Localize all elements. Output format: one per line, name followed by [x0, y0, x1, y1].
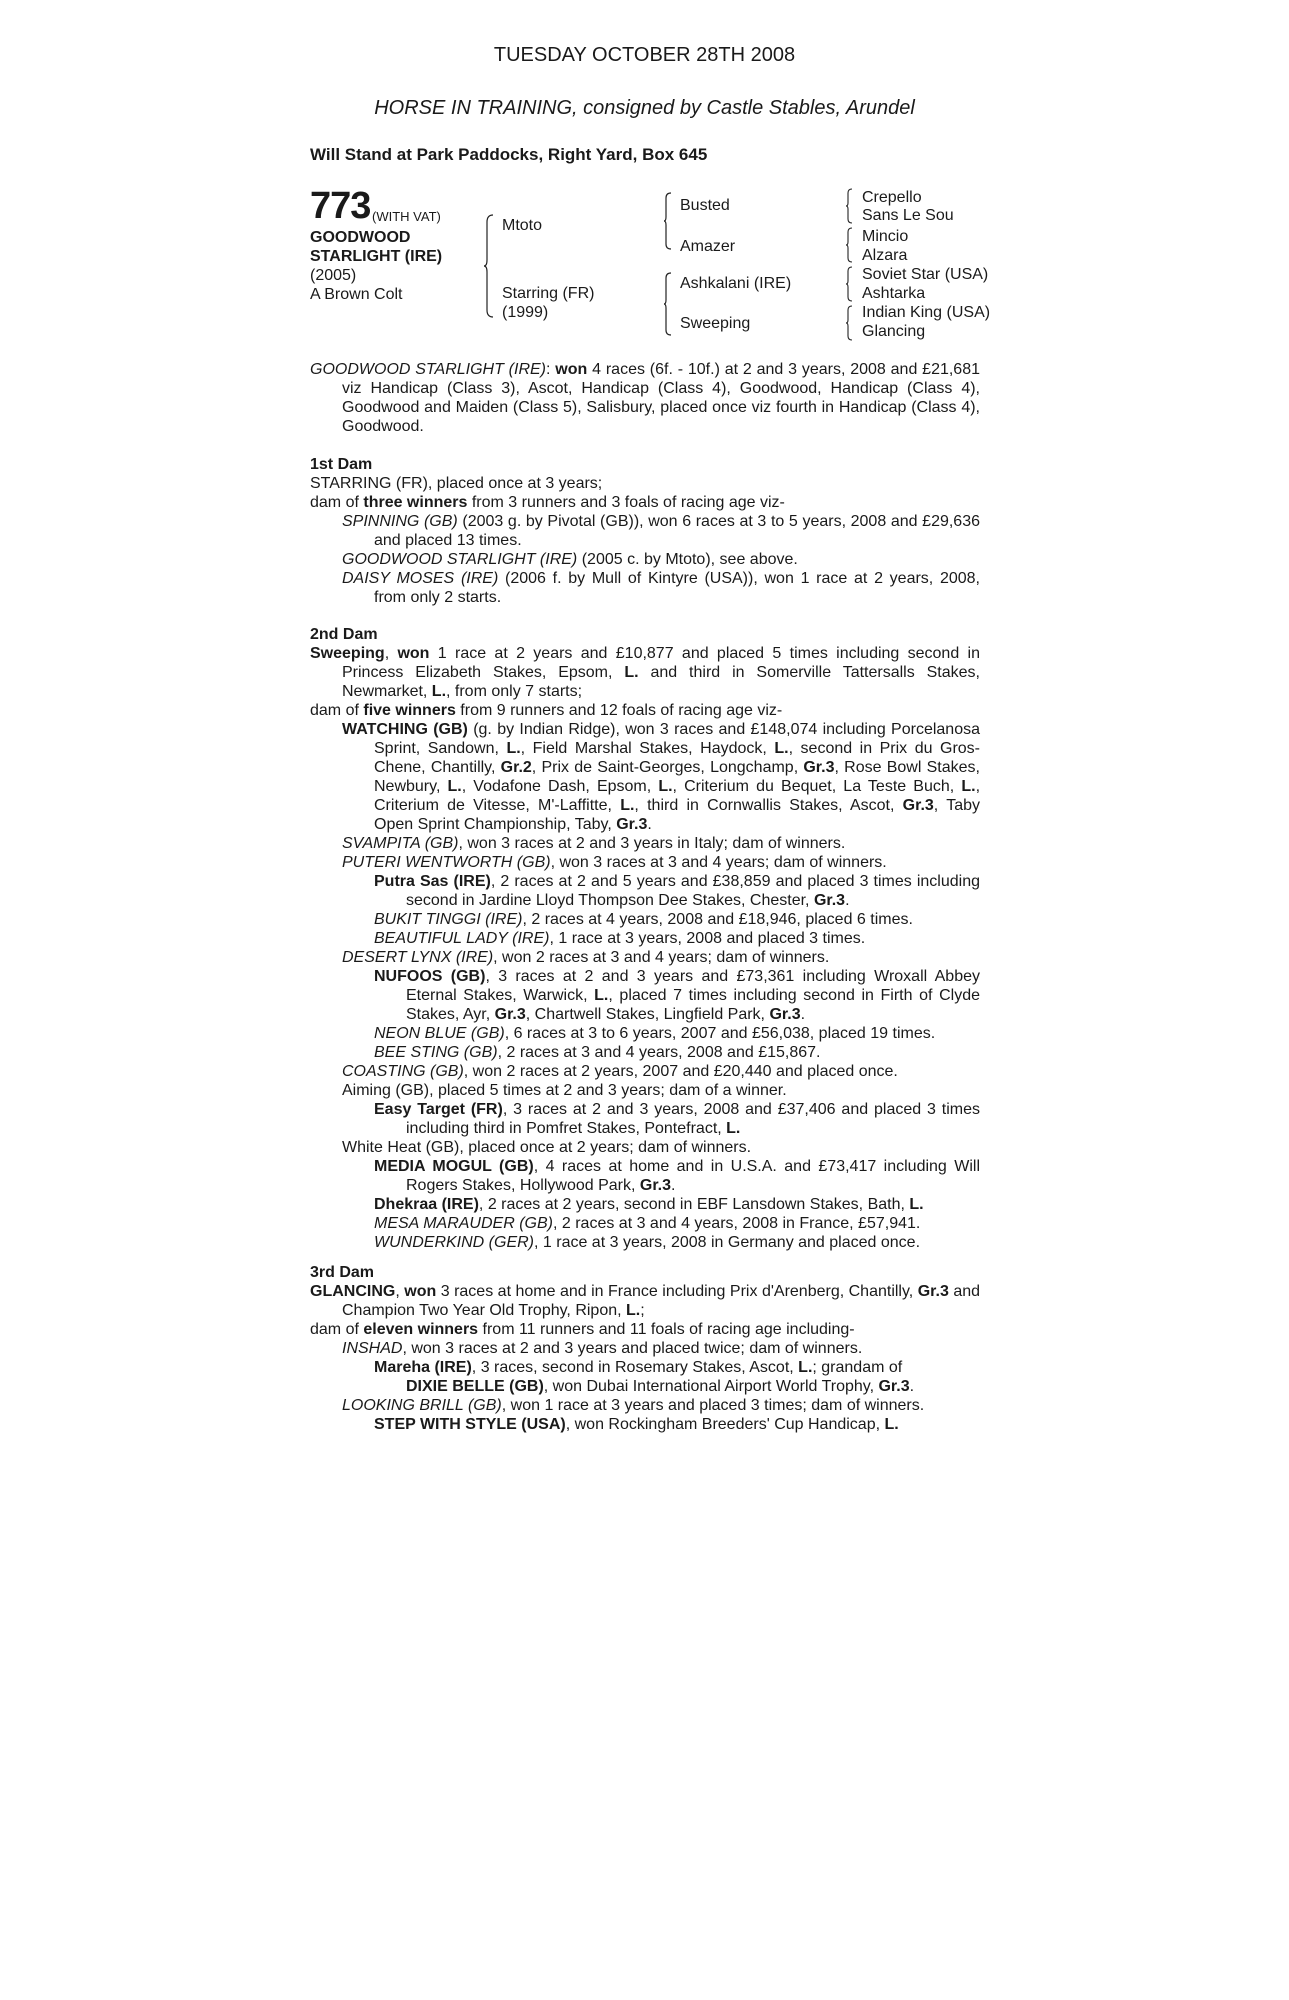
dam-brace — [664, 272, 672, 336]
offspring-entry: SVAMPITA (GB), won 3 races at 2 and 3 years in Italy; dam of winners. — [342, 835, 846, 852]
offspring-entry: LOOKING BRILL (GB), won 1 race at 3 years and placed 3 times; dam of winners. — [342, 1397, 925, 1414]
offspring-entry: STEP WITH STYLE (USA), won Rockingham Breeders' Cup Handicap, L. — [374, 1416, 899, 1433]
offspring-entry: MEDIA MOGUL (GB), 4 races at home and in U.S.A. and £73,417 including Will Rogers Stakes, Hollywood Park, Gr.3. — [374, 1158, 980, 1194]
section-heading: 1st Dam — [310, 456, 373, 473]
offspring-entry: DAISY MOSES (IRE) (2006 f. by Mull of Kintyre (USA)), won 1 race at 2 years, 2008, from only 2 starts. — [342, 570, 981, 606]
dam-of-line: dam of five winners from 9 runners and 12 foals of racing age viz- — [310, 702, 783, 719]
gen3-brace-4 — [846, 305, 853, 341]
offspring-entry: White Heat (GB), placed once at 2 years; dam of winners. — [342, 1139, 752, 1156]
offspring-entry: Aiming (GB), placed 5 times at 2 and 3 years; dam of a winner. — [342, 1082, 787, 1099]
dam-of-line: dam of three winners from 3 runners and 3 foals of racing age viz- — [310, 494, 785, 511]
sire-brace — [664, 192, 672, 250]
offspring-entry: Mareha (IRE), 3 races, second in Rosemary Stakes, Ascot, L.; grandam of DIXIE BELLE (GB), won Dubai International Airport World Trophy, Gr.3. — [374, 1359, 915, 1395]
pedigree-g3-7: Indian King (USA) — [862, 304, 991, 321]
pedigree-dam-dam: Sweeping — [680, 315, 751, 332]
offspring-entry: DESERT LYNX (IRE), won 2 races at 3 and 4 years; dam of winners. — [342, 949, 830, 966]
lot-number: 773 — [310, 185, 371, 227]
offspring-entry: MESA MARAUDER (GB), 2 races at 3 and 4 years, 2008 in France, £57,941. — [374, 1215, 921, 1232]
third-dam-section — [310, 1263, 980, 1434]
offspring-entry: GOODWOOD STARLIGHT (IRE) (2005 c. by Mtoto), see above. — [342, 551, 798, 568]
offspring-entry: NUFOOS (GB), 3 races at 2 and 3 years and £73,361 including Wroxall Abbey Eternal Stakes, Warwick, L., placed 7 times including second in Firth of Clyde Stakes, Ayr, Gr.3, Chartwell Stakes, Lingfield Park, Gr.3. — [374, 968, 981, 1023]
race-record: GOODWOOD STARLIGHT (IRE): won 4 races (6f. - 10f.) at 2 and 3 years, 2008 and £21,681 viz Handicap (Class 3), Ascot, Handicap (Class 4), Goodwood, Handicap (Class 4), Goodwood and Maiden (Class 5), Salisbury, placed once viz fourth in Handicap (Class 4), Goodwood. — [310, 361, 981, 435]
section-heading: 2nd Dam — [310, 626, 378, 643]
pedigree-g3-4: Alzara — [862, 247, 908, 264]
pedigree-dam: Starring (FR) — [502, 285, 595, 302]
record-horse-name: GOODWOOD STARLIGHT (IRE) — [310, 361, 547, 378]
pedigree-g3-3: Mincio — [862, 228, 909, 245]
offspring-entry: WUNDERKIND (GER), 1 race at 3 years, 2008 in Germany and placed once. — [374, 1234, 921, 1251]
pedigree-g3-6: Ashtarka — [862, 285, 926, 302]
second-dam-section — [310, 625, 980, 1252]
offspring-entry: WATCHING (GB) (g. by Indian Ridge), won 3 races and £148,074 including Porcelanosa Sprint, Sandown, L., Field Marshal Stakes, Haydock, L., second in Prix du Gros-Chene, Chantilly, Gr.2, Prix de Saint-Georges, Longchamp, Gr.3, Rose Bowl Stakes, Newbury, L., Vodafone Dash, Epsom, L., Criterium du Bequet, La Teste Buch, L., Criterium de Vitesse, M'-Laffitte, L., third in Cornwallis Stakes, Ascot, Gr.3, Taby Open Sprint Championship, Taby, Gr.3. — [342, 721, 981, 833]
offspring-entry: Putra Sas (IRE), 2 races at 2 and 5 years and £38,859 and placed 3 times including second in Jardine Lloyd Thompson Dee Stakes, Chester, Gr.3. — [374, 873, 980, 909]
consignment-line: HORSE IN TRAINING, consigned by Castle Stables, Arundel — [374, 97, 915, 119]
section-heading: 3rd Dam — [310, 1264, 375, 1281]
pedigree-dam-sire: Ashkalani (IRE) — [680, 275, 792, 292]
gen3-brace-2 — [846, 227, 853, 263]
pedigree-g3-1: Crepello — [862, 189, 922, 206]
offspring-entry: Dhekraa (IRE), 2 races at 2 years, second in EBF Lansdown Stakes, Bath, L. — [374, 1196, 924, 1213]
pedigree-g3-8: Glancing — [862, 323, 926, 340]
horse-name: GOODWOOD STARLIGHT (IRE) — [310, 229, 443, 265]
offspring-entry: Easy Target (FR), 3 races at 2 and 3 years, 2008 and £37,406 and placed 3 times including third in Pomfret Stakes, Pontefract, L. — [374, 1101, 981, 1137]
offspring-entry: NEON BLUE (GB), 6 races at 3 to 6 years, 2007 and £56,038, placed 19 times. — [374, 1025, 936, 1042]
pedigree-sire-sire: Busted — [680, 197, 730, 214]
pedigree-g3-5: Soviet Star (USA) — [862, 266, 989, 283]
won-label: won — [555, 361, 588, 378]
offspring-entry: SPINNING (GB) (2003 g. by Pivotal (GB)), won 6 races at 3 to 5 years, 2008 and £29,636 and placed 13 times. — [342, 513, 981, 549]
gen3-brace-1 — [846, 188, 853, 224]
pedigree-sire-dam: Amazer — [680, 238, 736, 255]
pedigree-g3-2: Sans Le Sou — [862, 207, 954, 224]
offspring-entry: BUKIT TINGGI (IRE), 2 races at 4 years, 2008 and £18,946, placed 6 times. — [374, 911, 913, 928]
gen3-brace-3 — [846, 266, 853, 302]
first-dam-section — [310, 455, 980, 607]
pedigree-dam-year: (1999) — [502, 304, 549, 321]
offspring-entry: PUTERI WENTWORTH (GB), won 3 races at 3 and 4 years; dam of winners. — [342, 854, 887, 871]
offspring-entry: BEE STING (GB), 2 races at 3 and 4 years, 2008 and £15,867. — [374, 1044, 821, 1061]
record-text: 4 races (6f. - 10f.) at 2 and 3 years, 2008 and £21,681 viz Handicap (Class 3), Ascot, Handicap (Class 4), Goodwood, Handicap (Class 4), Goodwood and Maiden (Class 5), Salisbury, placed once viz fourth in Handicap (Class 4), Goodwood. — [342, 361, 981, 435]
sale-date: TUESDAY OCTOBER 28TH 2008 — [493, 44, 796, 66]
offspring-entry: BEAUTIFUL LADY (IRE), 1 race at 3 years, 2008 and placed 3 times. — [374, 930, 866, 947]
dam-line: STARRING (FR), placed once at 3 years; — [310, 475, 603, 492]
horse-description: A Brown Colt — [310, 286, 403, 303]
stand-location: Will Stand at Park Paddocks, Right Yard, Box 645 — [310, 145, 708, 164]
dam-of-line: dam of eleven winners from 11 runners and 11 foals of racing age including- — [310, 1321, 855, 1338]
dam-line: Sweeping, won 1 race at 2 years and £10,877 and placed 5 times including second in Princess Elizabeth Stakes, Epsom, L. and third in Somerville Tattersalls Stakes, Newmarket, L., from only 7 starts; — [310, 645, 981, 700]
dam-line: GLANCING, won 3 races at home and in France including Prix d'Arenberg, Chantilly, Gr.3 and Champion Two Year Old Trophy, Ripon, L.; — [310, 1283, 981, 1319]
pedigree-brace — [484, 214, 494, 318]
foaling-year: (2005) — [310, 267, 357, 284]
offspring-entry: COASTING (GB), won 2 races at 2 years, 2007 and £20,440 and placed once. — [342, 1063, 898, 1080]
vat-note: (WITH VAT) — [372, 209, 441, 224]
pedigree-sire: Mtoto — [502, 217, 543, 234]
offspring-entry: INSHAD, won 3 races at 2 and 3 years and placed twice; dam of winners. — [342, 1340, 863, 1357]
